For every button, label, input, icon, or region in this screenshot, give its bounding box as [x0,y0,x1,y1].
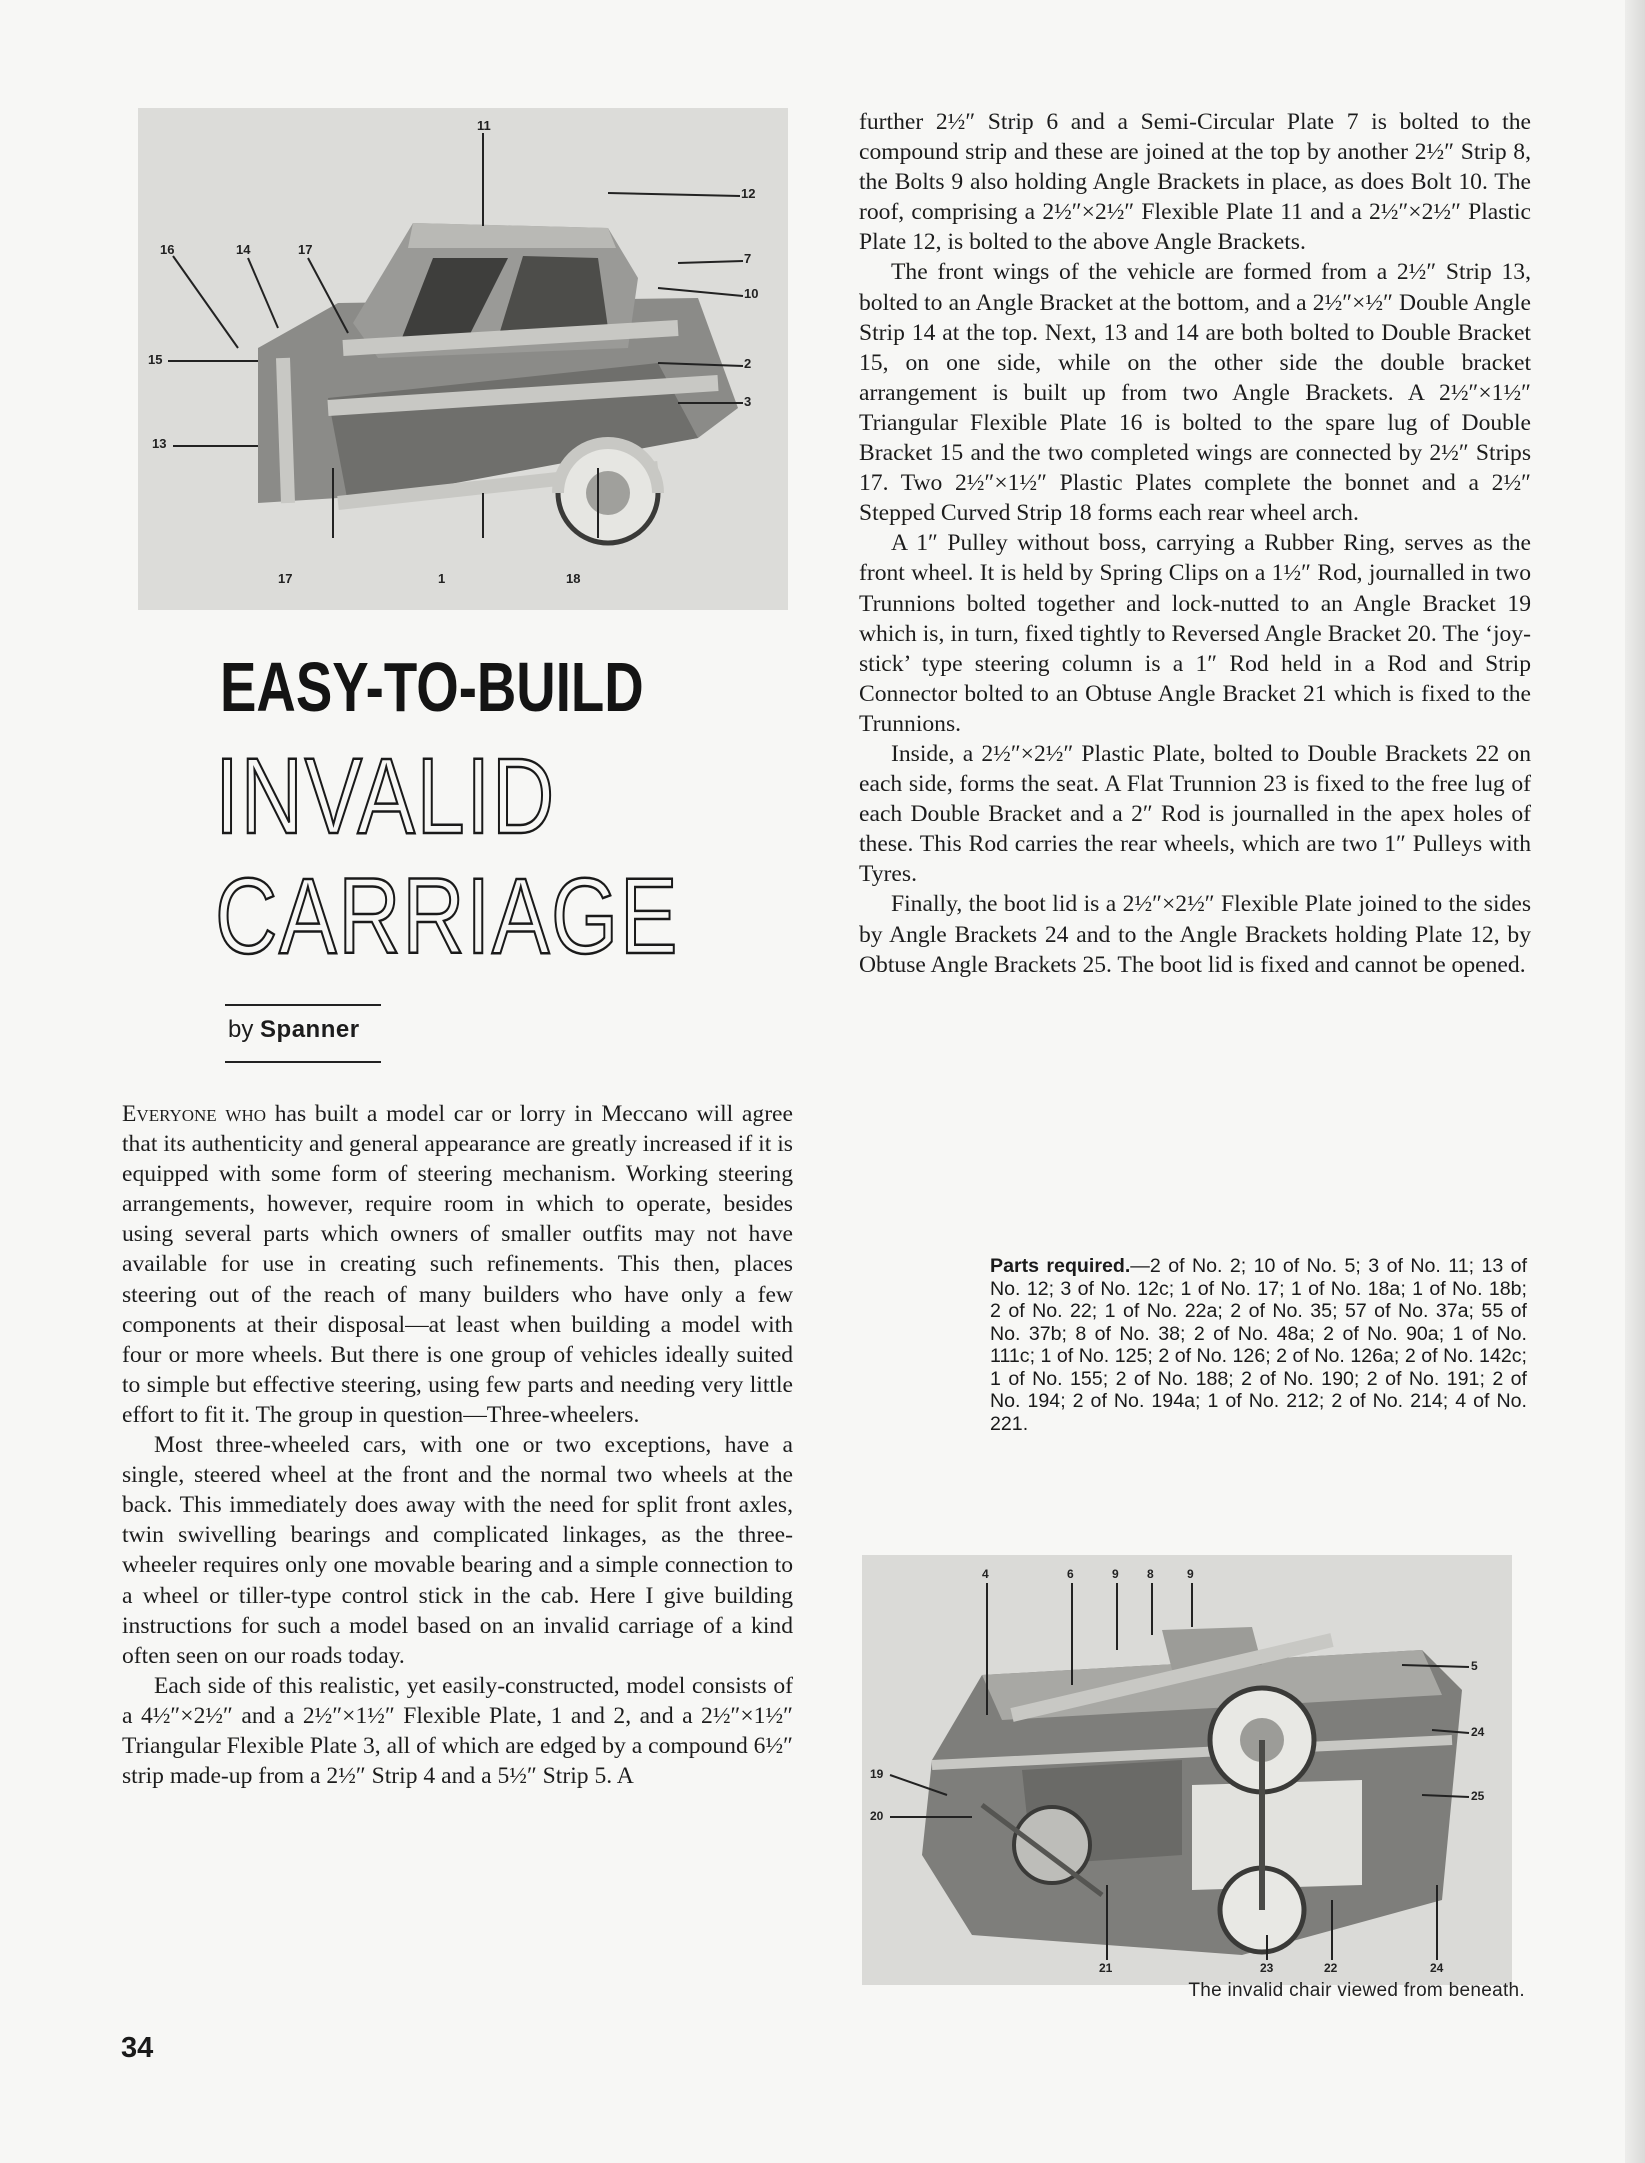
callout-label: 2 [744,356,752,371]
callout-label: 14 [236,242,251,257]
model-photo-top [138,108,788,610]
byline-author: Spanner [260,1016,360,1043]
callout-label: 16 [160,242,175,257]
callout-label: 21 [1099,1961,1113,1975]
paragraph: Most three-wheeled cars, with one or two exceptions, have a single, steered wheel at the front and the normal two wheels at the back. This immediately does away with the need for split front axles, twin swivelling bearings and complicated linkages, as the three-wheeler requires only one movable bearing and a simple connection to a wheel or tiller-type control stick in the cab. Here I give building instructions for such a model based on an invalid carriage of a kind often seen on our roads today. [122,1432,793,1669]
article-left-column [122,1099,793,1791]
paragraph: A 1″ Pulley without boss, carrying a Rubber Ring, serves as the front wheel. It is held by Spring Clips on a 1½″ Rod, journalled in two Trunnions bolted together and lock-nutted to an Angle Bracket 19 which is, in turn, fixed tightly to Reversed Angle Bracket 20. The ‘joy-stick’ type steering column is a 1″ Rod held in a Rod and Strip Connector bolted to an Obtuse Angle Bracket 21 which is fixed to the Trunnions. [859,530,1531,737]
callout-label: 7 [744,251,752,266]
callout-label: 10 [744,286,759,301]
callout-label: 13 [152,436,167,451]
photo-caption: The invalid chair viewed from beneath. [1188,1980,1525,2001]
parts-required-items: —2 of No. 2; 10 of No. 5; 3 of No. 11; 13 of No. 12; 3 of No. 12c; 1 of No. 17; 1 of No. 18a; 1 of No. 18b; 2 of No. 22; 1 of No. 22a; 2 of No. 35; 57 of No. 37a; 55 of No. 37b; 8 of No. 38; 2 of No. 48a; 2 of No. 90a; 1 of No. 111c; 1 of No. 125; 2 of No. 126; 2 of No. 126a; 2 of No. 142c; 1 of No. 155; 2 of No. 188; 2 of No. 190; 2 of No. 191; 2 of No. 194; 2 of No. 194a; 1 of No. 212; 2 of No. 214; 4 of No. 221. [990,1255,1528,1435]
callout-label: 24 [1430,1961,1444,1975]
callout-label: 20 [870,1809,884,1823]
model-photo-underside [862,1555,1512,1985]
page-number: 34 [121,2032,154,2064]
callout-label: 9 [1187,1567,1194,1581]
paragraph: further 2½″ Strip 6 and a Semi-Circular Plate 7 is bolted to the compound strip and these are joined at the top by another 2½″ Strip 8, the Bolts 9 also holding Angle Brackets in place, as does Bolt 10. The roof, comprising a 2½″×2½″ Flexible Plate 11 and a 2½″×2½″ Plastic Plate 12, is bolted to the above Angle Brackets. [859,109,1531,256]
callout-label: 3 [744,394,752,409]
callout-label: 12 [741,186,756,201]
callout-label: 23 [1260,1961,1274,1975]
callout-label: 9 [1112,1567,1119,1581]
paragraph: Finally, the boot lid is a 2½″×2½″ Flexible Plate joined to the sides by Angle Brackets 24 and to the Angle Brackets holding Plate 12, by Obtuse Angle Brackets 25. The boot lid is fixed and cannot be opened. [859,891,1531,978]
paragraph: Each side of this realistic, yet easily-constructed, model consists of a 4½″×2½″ and a 2½″×1½″ Flexible Plate, 1 and 2, and a 2½″×1½″ Triangular Flexible Plate 3, all of which are edged by a compound 6½″ strip made-up from a 2½″ Strip 4 and a 5½″ Strip 5. A [122,1672,793,1790]
model-illustration-underside [862,1555,1512,1985]
headline-easy-to-build: EASY-TO-BUILD [220,648,644,726]
callout-label: 24 [1471,1725,1485,1739]
byline-rule-top [225,1004,381,1006]
page-edge-shadow [1625,0,1645,2163]
byline-prefix: by [228,1016,254,1043]
paragraph: The front wings of the vehicle are formed from a 2½″ Strip 13, bolted to an Angle Bracket at the bottom, and a 2½″×½″ Double Angle Strip 14 at the top. Next, 13 and 14 are both bolted to Double Bracket 15, on one side, while on the other side the double bracket arrangement is built up from two Angle Brackets. A 2½″×1½″ Triangular Flexible Plate 16 is bolted to the spare lug of Double Bracket 15 and the two completed wings are connected by 2½″ Strips 17. Two 2½″×1½″ Plastic Plates complete the bonnet and a 2½″ Stepped Curved Strip 18 forms each rear wheel arch. [859,259,1531,527]
lead-in-small-caps: Everyone who [122,1101,267,1127]
model-illustration-top [138,108,788,610]
callout-label: 4 [982,1567,989,1581]
callout-label: 5 [1471,1659,1478,1673]
callout-label: 6 [1067,1567,1074,1581]
byline-rule-bottom [225,1061,381,1063]
callout-label: 17 [278,571,293,586]
callout-label: 11 [477,118,491,133]
callout-label: 25 [1471,1789,1485,1803]
paragraph-text: has built a model car or lorry in Meccano will agree that its authenticity and general appearance are greatly increased if it is equipped with some form of steering mechanism. Working steering arrangements, however, require room in which to operate, besides using several parts which owners of smaller outfits may not have available for use in creating such refinements. This then, places steering out of the reach of many builders who have only a few components at their disposal—at least when building a model with four or more wheels. But there is one group of vehicles ideally suited to simple but effective steering, using few parts and needing very little effort to fit it. The group in question—Three-wheelers. [122,1101,793,1428]
parts-required-list [990,1255,1527,1435]
callout-label: 18 [566,571,581,586]
headline-carriage: CARRIAGE [215,855,680,976]
callout-label: 22 [1324,1961,1338,1975]
paragraph: Inside, a 2½″×2½″ Plastic Plate, bolted to Double Brackets 22 on each side, forms the seat. A Flat Trunnion 23 is fixed to the free lug of each Double Bracket and a 2″ Rod is journalled in the apex holes of these. This Rod carries the rear wheels, which are two 1″ Pulleys with Tyres. [859,740,1531,888]
article-right-column [859,107,1531,980]
callout-label: 15 [148,352,163,367]
headline-invalid: INVALID [215,735,556,856]
byline [228,1016,360,1044]
parts-required-label: Parts required. [990,1255,1131,1277]
callout-label: 19 [870,1767,884,1781]
callout-label: 8 [1147,1567,1154,1581]
callout-label: 17 [298,242,313,257]
callout-label: 1 [438,571,446,586]
paragraph [122,1099,793,1430]
